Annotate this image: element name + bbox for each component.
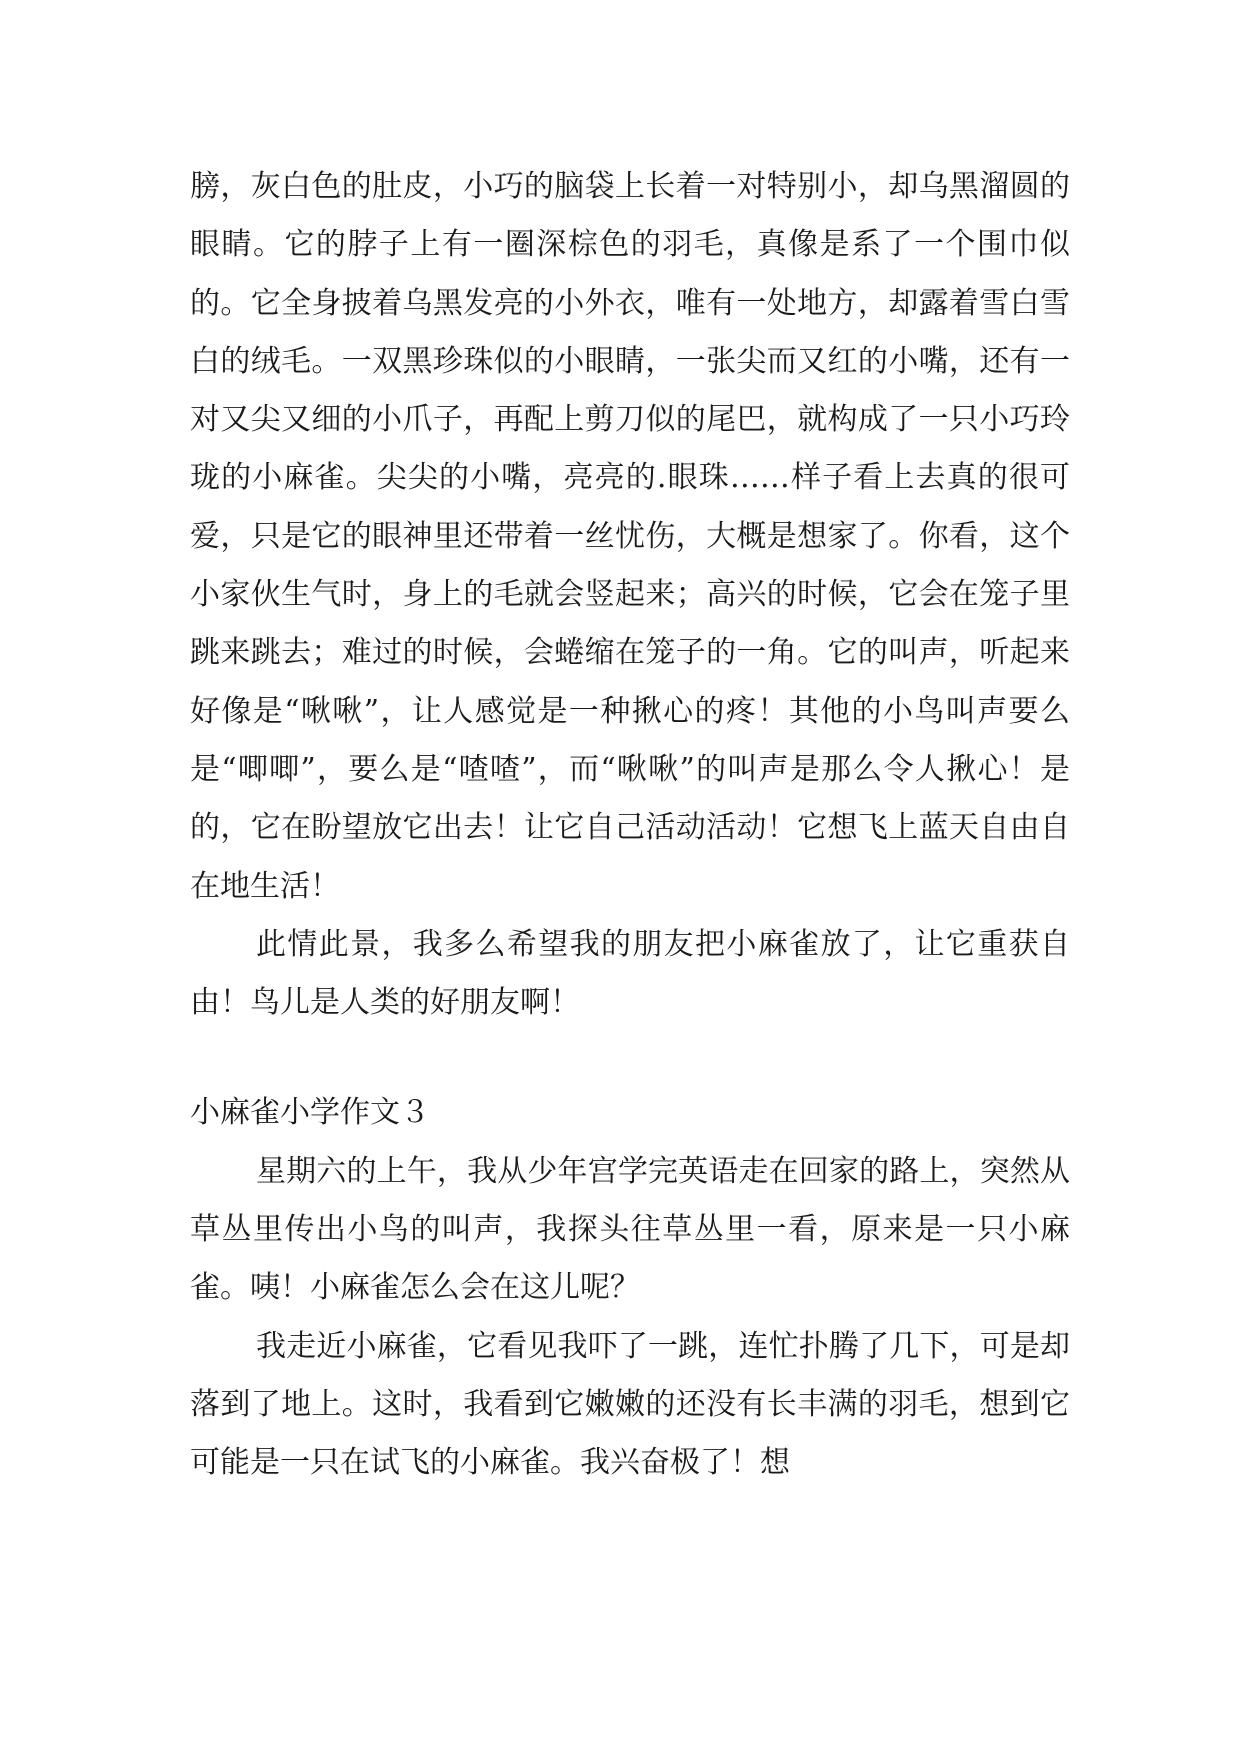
document-body	[190, 158, 1070, 1493]
section-title: 小麻雀小学作文３	[190, 1095, 430, 1131]
paragraph-sparrow-description: 膀，灰白色的肚皮，小巧的脑袋上长着一对特别小，却乌黑溜圆的眼睛。它的脖子上有一圈深棕色的羽毛，真像是系了一个围巾似的。它全身披着乌黑发亮的小外衣，唯有一处地方，却露着雪白雪白的绒毛。一双黑珍珠似的小眼睛，一张尖而又红的小嘴，还有一对又尖又细的小爪子，再配上剪刀似的尾巴，就构成了一只小巧玲珑的小麻雀。尖尖的小嘴，亮亮的.眼珠……样子看上去真的很可爱，只是它的眼神里还带着一丝忧伤，大概是想家了。你看，这个小家伙生气时，身上的毛就会竖起来；高兴的时候，它会在笼子里跳来跳去；难过的时候，会蜷缩在笼子的一角。它的叫声，听起来好像是“啾啾”，让人感觉是一种揪心的疼！其他的小鸟叫声要么是“唧唧”，要么是“喳喳”，而“啾啾”的叫声是那么令人揪心！是的，它在盼望放它出去！让它自己活动活动！它想飞上蓝天自由自在地生活！	[190, 169, 1070, 904]
paragraph-wish-freedom: 此情此景，我多么希望我的朋友把小麻雀放了，让它重获自由！鸟儿是人类的好朋友啊！	[190, 926, 1070, 1021]
paragraph-approach-sparrow: 我走近小麻雀，它看见我吓了一跳，连忙扑腾了几下，可是却落到了地上。这时，我看到它嫩嫩的还没有长丰满的羽毛，想到它可能是一只在试飞的小麻雀。我兴奋极了！想	[190, 1328, 1070, 1481]
paragraph-saturday-morning: 星期六的上午，我从少年宫学完英语走在回家的路上，突然从草丛里传出小鸟的叫声，我探头往草丛里一看，原来是一只小麻雀。咦！小麻雀怎么会在这儿呢？	[190, 1153, 1070, 1306]
